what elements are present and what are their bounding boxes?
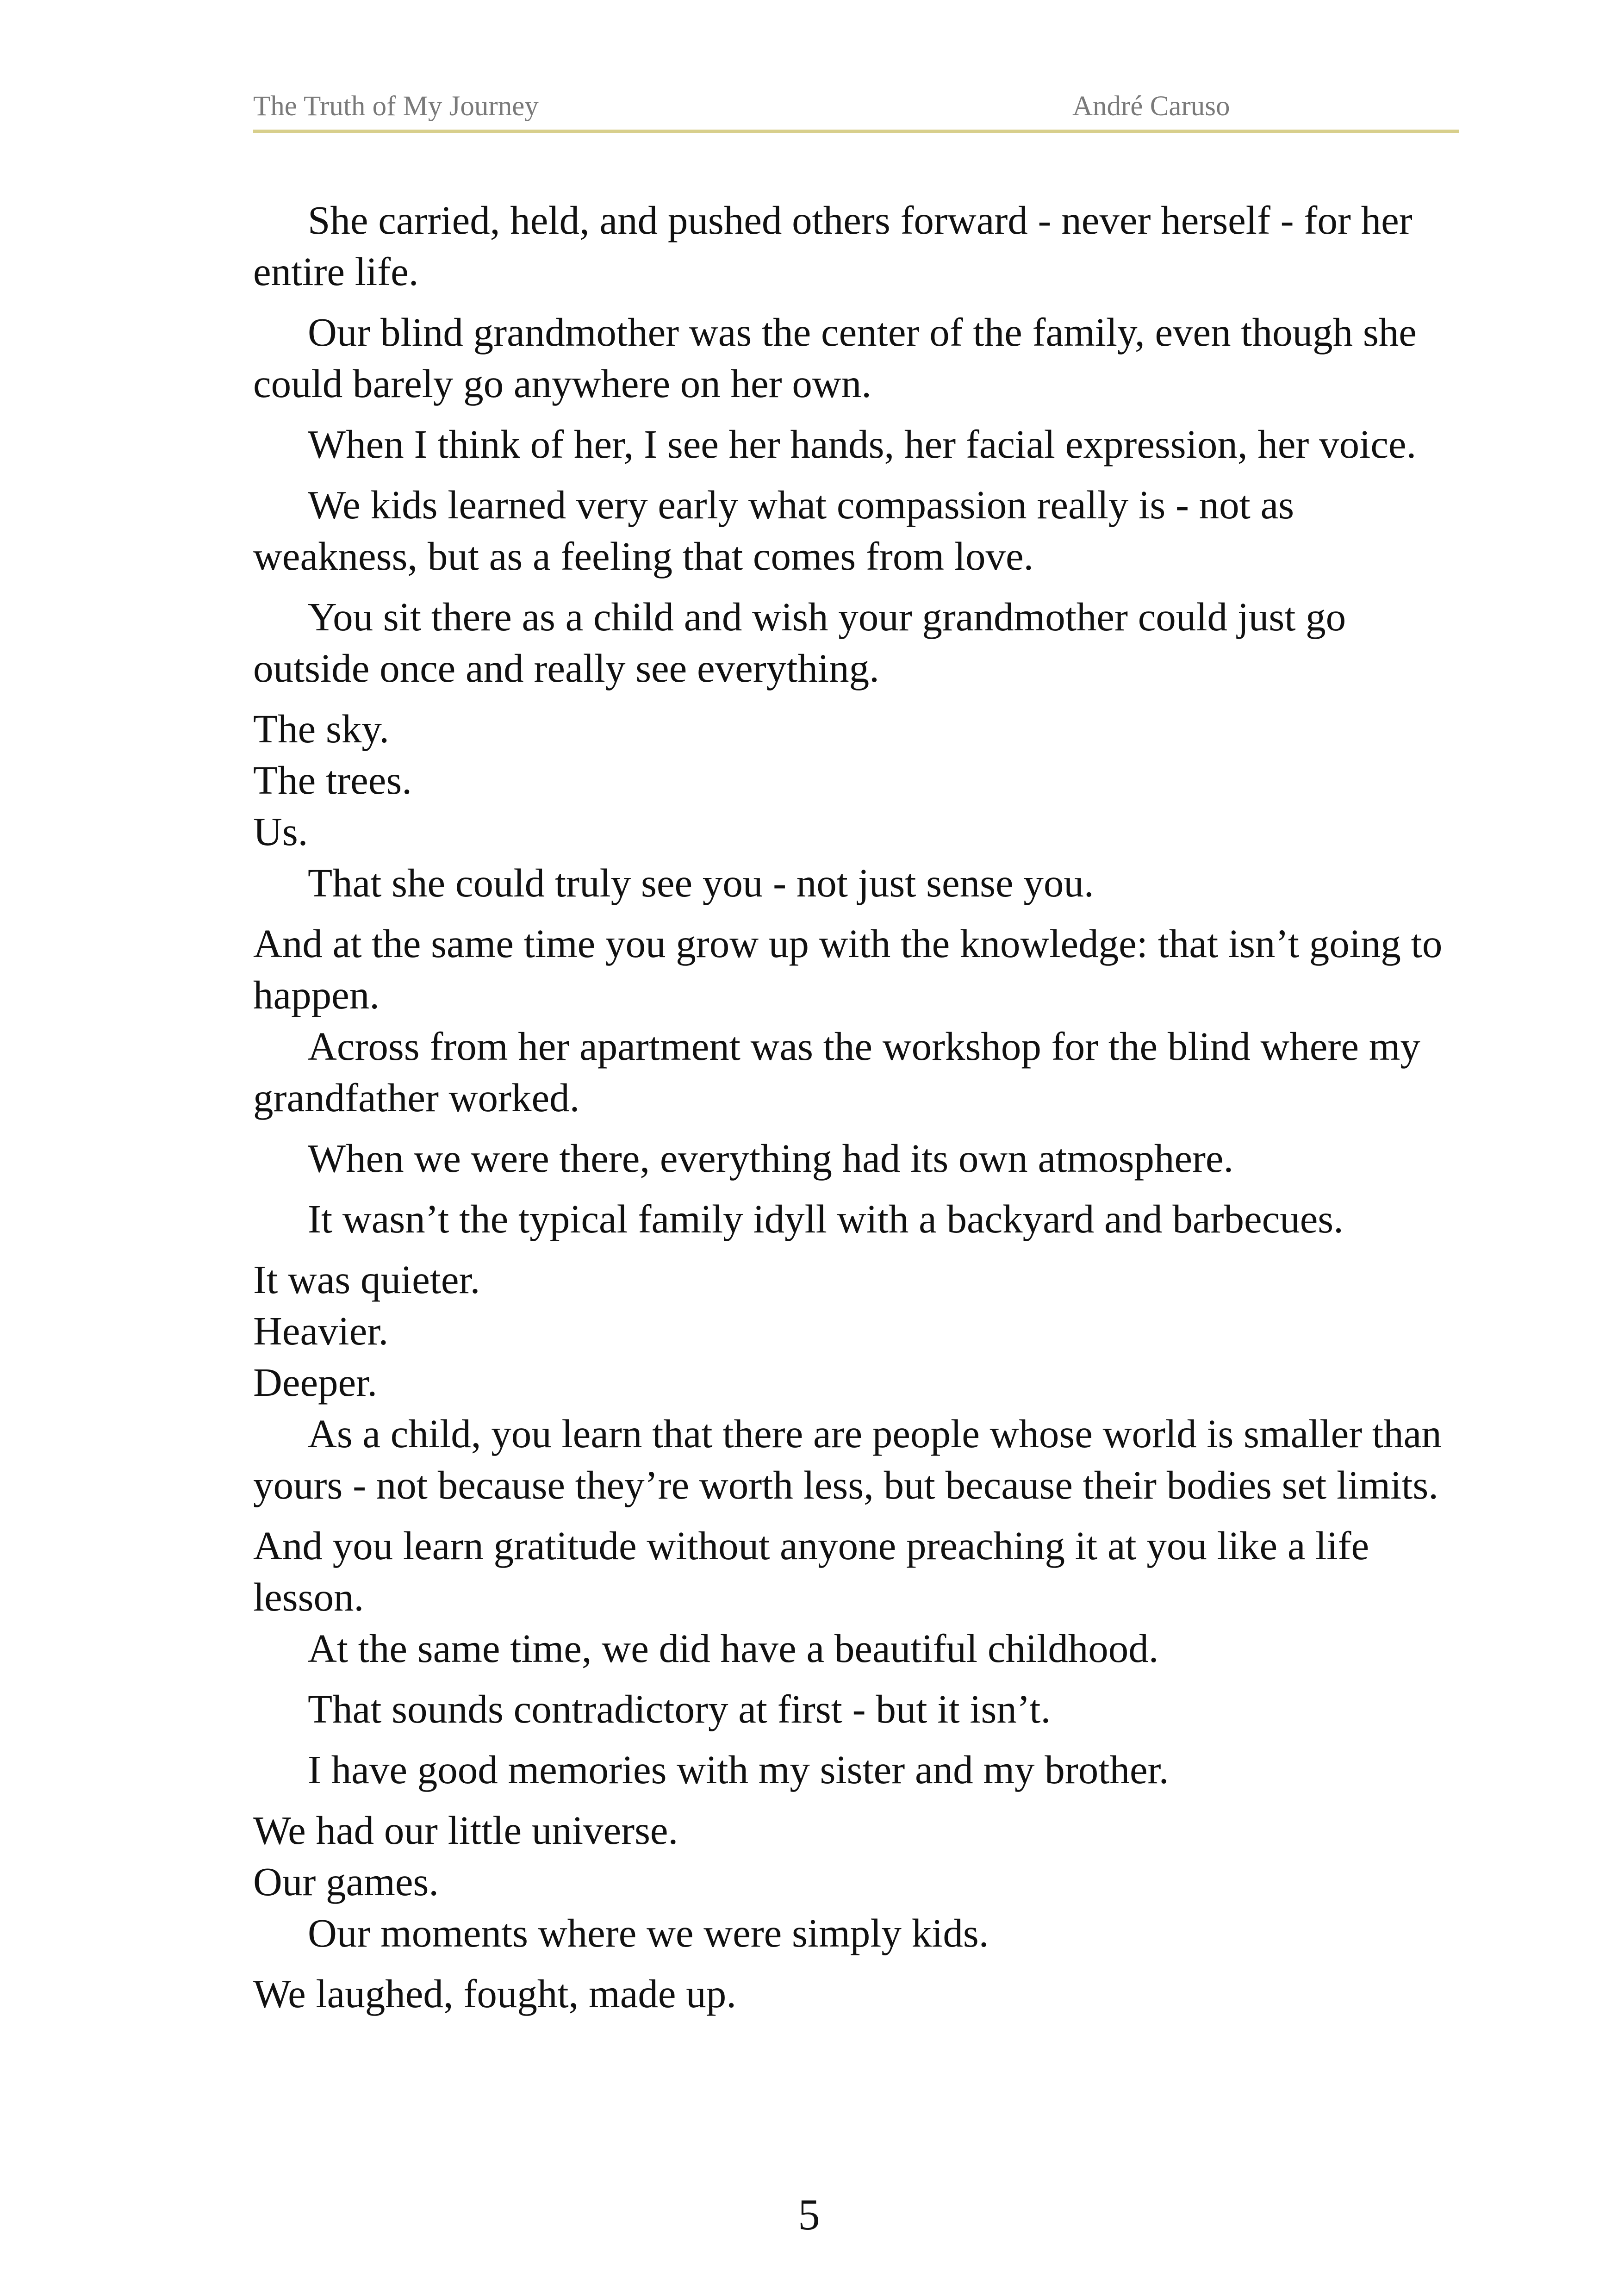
paragraph: She carried, held, and pushed others forward - never herself - for her entire life. [253,198,1413,294]
paragraph: As a child, you learn that there are people whose world is smaller than yours - not because they’re worth less, but because their bodies set limits. [253,1411,1442,1507]
paragraph: I have good memories with my sister and my brother. [308,1747,1169,1792]
paragraph: The trees. [253,758,412,803]
paragraph: That she could truly see you - not just sense you. [308,860,1094,905]
book-title: The Truth of My Journey [253,91,539,122]
paragraph: When we were there, everything had its own atmosphere. [308,1136,1234,1181]
paragraph: It wasn’t the typical family idyll with a backyard and barbecues. [308,1196,1344,1241]
paragraph: Us. [253,809,308,854]
author-name: André Caruso [1072,91,1230,122]
paragraph: And at the same time you grow up with the knowledge: that isn’t going to happen. [253,921,1443,1017]
paragraph: It was quieter. [253,1257,480,1302]
paragraph: Heavier. [253,1308,389,1353]
page-number: 5 [798,2190,820,2239]
paragraph: You sit there as a child and wish your grandmother could just go outside once and really see everything. [253,594,1346,691]
paragraph: That sounds contradictory at first - but it isn’t. [308,1686,1051,1731]
paragraph: At the same time, we did have a beautiful childhood. [308,1626,1159,1671]
paragraph: When I think of her, I see her hands, her facial expression, her voice. [308,422,1417,467]
paragraph: Our blind grandmother was the center of the family, even though she could barely go anywhere on her own. [253,310,1417,406]
running-header [253,88,1459,133]
paragraph: And you learn gratitude without anyone preaching it at you like a life lesson. [253,1523,1369,1619]
paragraph: Deeper. [253,1360,378,1405]
paragraph: The sky. [253,706,389,751]
paragraph: Our moments where we were simply kids. [308,1910,989,1955]
paragraph: We had our little universe. [253,1808,678,1853]
page-body [253,194,1459,2019]
paragraph: We kids learned very early what compassion really is - not as weakness, but as a feeling that comes from love. [253,482,1294,579]
paragraph: Across from her apartment was the workshop for the blind where my grandfather worked. [253,1024,1420,1120]
paragraph: Our games. [253,1859,439,1904]
paragraph: We laughed, fought, made up. [253,1971,736,2016]
